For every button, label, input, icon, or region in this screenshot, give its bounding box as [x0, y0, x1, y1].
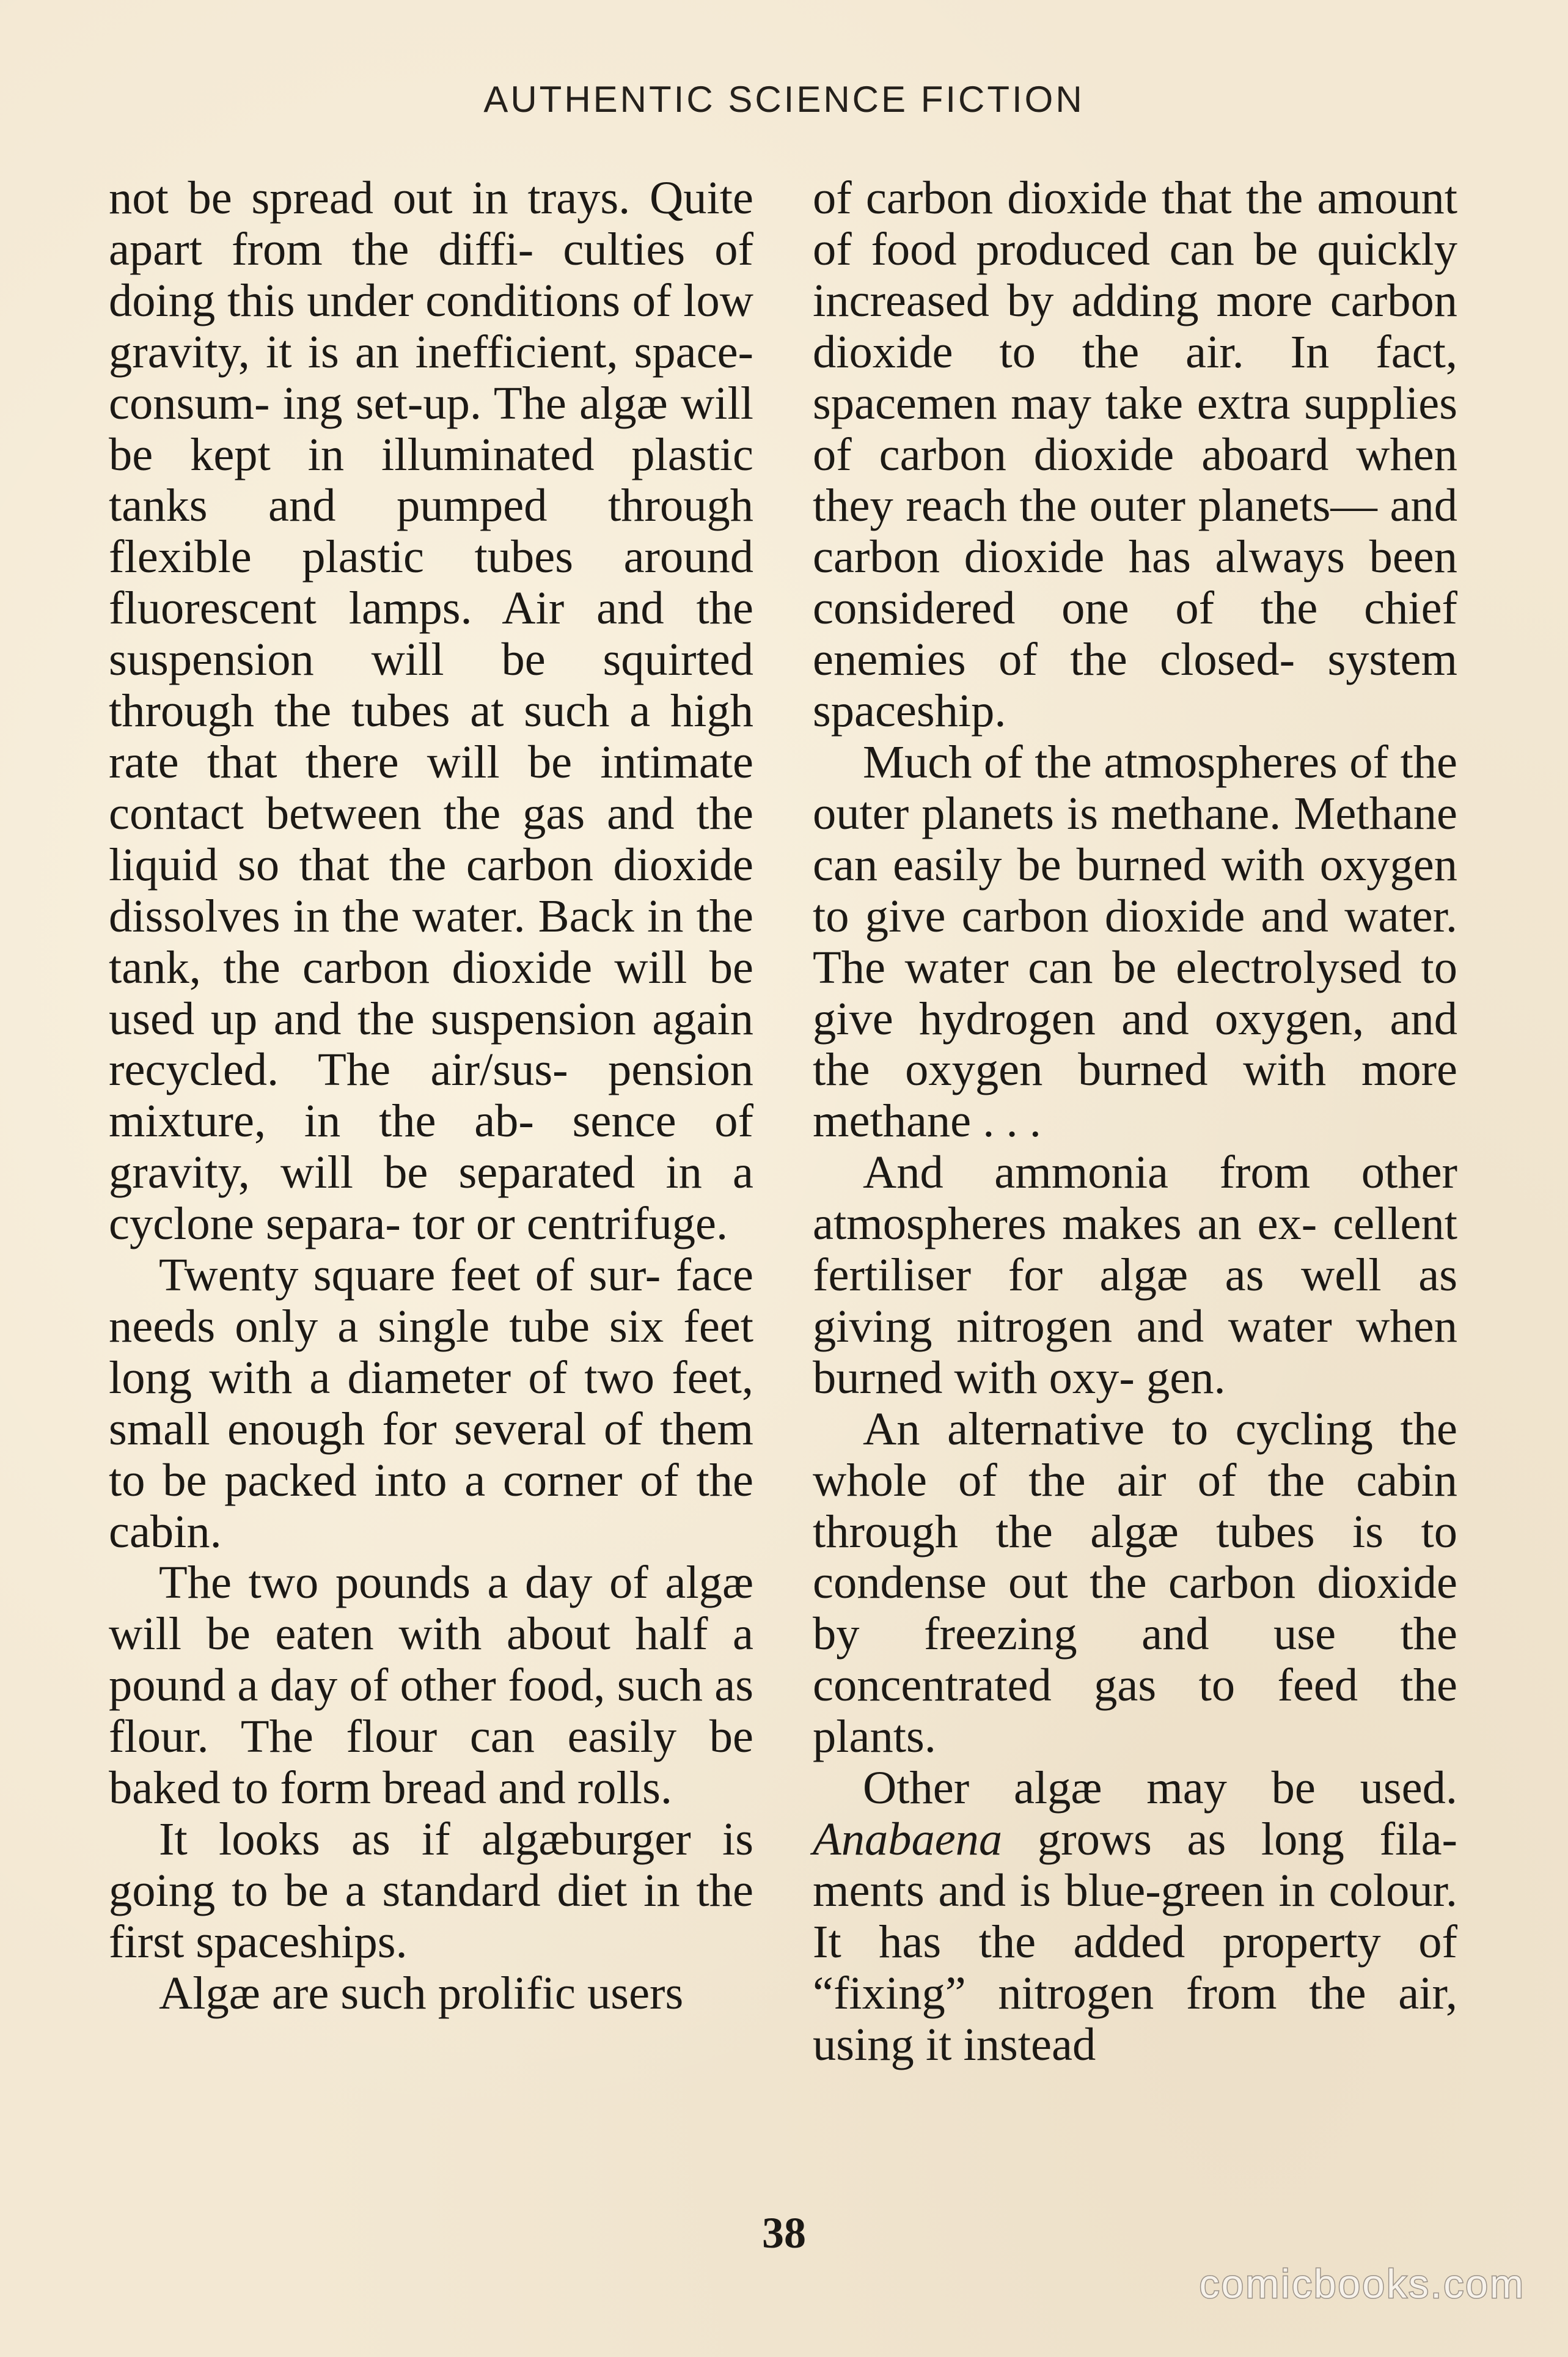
page-number: 38	[762, 2208, 806, 2257]
italic-species-name: Anabaena	[813, 1813, 1003, 1865]
paragraph: The two pounds a day of algæ will be eaten with about half a pound a day of other food, such as flour. The flour can easily be baked to form bread and rolls.	[109, 1556, 753, 1814]
paragraph: of carbon dioxide that the amount of food produced can be quickly increased by adding more carbon dioxide to the air. In fact, spacemen may take extra supplies of carbon dioxide aboard when they reach the outer planets— and carbon dioxide has always been considered one of the chief enemies of the closed- system spaceship.	[813, 172, 1457, 737]
paragraph: An alternative to cycling the whole of the air of the cabin through the algæ tubes is to condense out the carbon dioxide by freezing and use the concentrated gas to feed the plants.	[813, 1402, 1457, 1763]
paragraph-rest: grows as long fila- ments and is blue-green in colour. It has the added property of “fixing” nitrogen from the air, using it instead	[813, 1813, 1457, 2070]
paragraph: Twenty square feet of sur- face needs only a single tube six feet long with a diameter of two feet, small enough for several of them to be packed into a corner of the cabin.	[109, 1249, 753, 1557]
paragraph: It looks as if algæburger is going to be a standard diet in the first spaceships.	[109, 1813, 753, 1968]
paragraph	[813, 1762, 1457, 2070]
right-text-column	[813, 172, 1457, 2070]
paragraph: Algæ are such prolific users	[159, 1966, 684, 2019]
paragraph: And ammonia from other atmospheres makes an ex- cellent fertiliser for algæ as well as giving nitrogen and water when burned with oxy- gen.	[813, 1146, 1457, 1403]
left-text-column	[109, 172, 753, 2019]
running-header: AUTHENTIC SCIENCE FICTION	[483, 79, 1085, 120]
watermark: comicbooks.com	[1199, 2261, 1525, 2306]
paragraph-lead: Other algæ may be used.	[863, 1762, 1457, 1814]
paragraph: Much of the atmospheres of the outer planets is methane. Methane can easily be burned with oxygen to give carbon dioxide and water. The water can be electrolysed to give hydrogen and oxygen, and the oxygen burned with more methane . . .	[813, 735, 1457, 1147]
paragraph: not be spread out in trays. Quite apart from the diffi- culties of doing this under conditions of low gravity, it is an inefficient, space-consum- ing set-up. The algæ will be kept in illuminated plastic tanks and pumped through flexible plastic tubes around fluorescent lamps. Air and the suspension will be squirted through the tubes at such a high rate that there will be intimate contact between the gas and the liquid so that the carbon dioxide dissolves in the water. Back in the tank, the carbon dioxide will be used up and the suspension again recycled. The air/sus- pension mixture, in the ab- sence of gravity, will be separated in a cyclone separa- tor or centrifuge.	[109, 172, 753, 1250]
